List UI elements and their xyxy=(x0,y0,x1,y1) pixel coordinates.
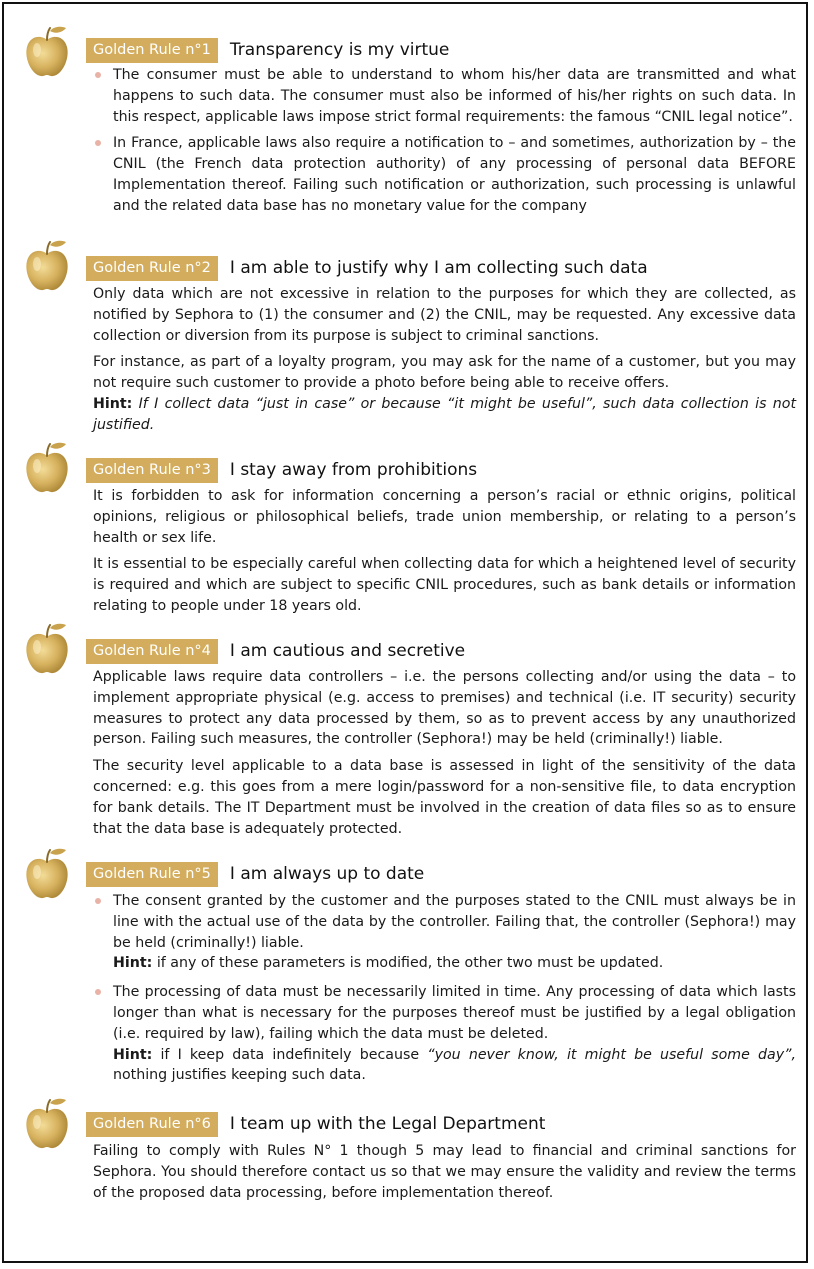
rule-badge: Golden Rule n°5 xyxy=(86,862,218,887)
rule-header xyxy=(86,638,465,664)
paragraph: The security level applicable to a data base is assessed in light of the sensitivity of the data concerned: e.g. this goes from a mere login/password for a non-sensitive file, to data encryption for bank details. The IT Department must be involved in the creation of data files so as to ensure that the data base is adequately protected. xyxy=(93,758,796,837)
paragraph xyxy=(93,352,796,394)
paragraph: Only data which are not excessive in relation to the purposes for which they are collected, as notified by Sephora to (1) the consumer and (2) the CNIL, may be requested. Any excessive data collection or diversion from its purpose is subject to criminal sanctions. xyxy=(93,286,796,344)
bullet-item: In France, applicable laws also require a notification to – and sometimes, authorization by – the CNIL (the French data protection authority) of any processing of personal data BEFORE Implementation thereof. Failing such notification or authorization, such processing is unlawful and the related data base has no monetary value for the company xyxy=(93,133,796,216)
rule-body xyxy=(93,667,796,845)
paragraph: Failing to comply with Rules N° 1 though 5 may lead to financial and criminal sanctions for Sephora. You should therefore contact us so that we may ensure the validity and review the terms of the proposed data processing, before implementation thereof. xyxy=(93,1143,796,1201)
hint-label: Hint: xyxy=(93,395,133,412)
rule-badge: Golden Rule n°2 xyxy=(86,256,218,281)
rule-badge: Golden Rule n°4 xyxy=(86,639,218,664)
hint-label: Hint: xyxy=(113,955,153,972)
rule-header xyxy=(86,1111,545,1137)
rule-body xyxy=(93,65,796,217)
rule-header xyxy=(86,457,477,483)
paragraph: Applicable laws require data controllers – i.e. the persons collecting and/or using the data – to implement appropriate physical (e.g. access to premises) and technical (i.e. IT security) security measures to protect any data processed by them, so as to prevent access by any unauthorized person. Failing such measures, the controller (Sephora!) may be held (criminally!) liable. xyxy=(93,669,796,748)
rule-body xyxy=(93,891,796,1086)
bullet-item xyxy=(93,891,796,974)
bullet-text: The consent granted by the customer and the purposes stated to the CNIL must always be in line with the actual use of the data by the controller. Failing that, the controller (Sephora!) may be held (criminally!) liable. xyxy=(113,893,796,951)
rule-title: Transparency is my virtue xyxy=(229,40,450,60)
rule-body xyxy=(93,284,796,442)
golden-apple-icon xyxy=(22,237,72,293)
hint-text: if I keep data indefinitely because xyxy=(160,1046,420,1063)
paragraph: It is forbidden to ask for information concerning a person’s racial or ethnic origins, political opinions, religious or philosophical beliefs, trade union membership, or relating to a person’s health or sex life. xyxy=(93,488,796,546)
rule-title: I team up with the Legal Department xyxy=(229,1114,546,1134)
rule-title: I am always up to date xyxy=(229,864,425,884)
hint xyxy=(93,394,796,436)
golden-apple-icon xyxy=(22,439,72,495)
rule-header xyxy=(86,37,449,63)
rule-title: I stay away from prohibitions xyxy=(229,460,478,480)
rule-title: I am able to justify why I am collecting such data xyxy=(229,258,648,278)
rule-badge: Golden Rule n°1 xyxy=(86,38,218,63)
hint-label: Hint: xyxy=(113,1046,153,1063)
rule-header xyxy=(86,861,424,887)
hint-text: if any of these parameters is modified, the other two must be updated. xyxy=(156,955,664,972)
bullet-item: The consumer must be able to understand to whom his/her data are transmitted and what happens to such data. The consumer must also be informed of his/her rights on such data. In this respect, applicable laws impose strict formal requirements: the famous “CNIL legal notice”. xyxy=(93,65,796,127)
hint-text: nothing justifies keeping such data. xyxy=(113,1067,366,1084)
rule-badge: Golden Rule n°3 xyxy=(86,458,218,483)
golden-apple-icon xyxy=(22,845,72,901)
paragraph-text: For instance, as part of a loyalty program, you may ask for the name of a customer, but you may not require such customer to provide a photo before being able to receive offers. xyxy=(93,354,796,392)
golden-apple-icon xyxy=(22,620,72,676)
bullet-text: The processing of data must be necessarily limited in time. Any processing of data which lasts longer than what is necessary for the purposes thereof must be justified by a legal obligation (i.e. required by law), failing which the data must be deleted. xyxy=(113,984,796,1042)
golden-apple-icon xyxy=(22,1095,72,1151)
bullet-item xyxy=(93,982,796,1086)
rule-title: I am cautious and secretive xyxy=(229,641,466,661)
rule-body xyxy=(93,1141,796,1209)
rule-body xyxy=(93,486,796,623)
rule-header xyxy=(86,255,648,281)
hint-text: If I collect data “just in case” or because “it might be useful”, such data collection is not justified. xyxy=(93,395,797,433)
paragraph: It is essential to be especially careful when collecting data for which a heightened level of security is required and which are subject to specific CNIL procedures, such as bank details or information relating to people under 18 years old. xyxy=(93,556,796,614)
rule-badge: Golden Rule n°6 xyxy=(86,1112,218,1137)
golden-apple-icon xyxy=(22,23,72,79)
hint-quote: “you never know, it might be useful some day”, xyxy=(427,1046,796,1063)
